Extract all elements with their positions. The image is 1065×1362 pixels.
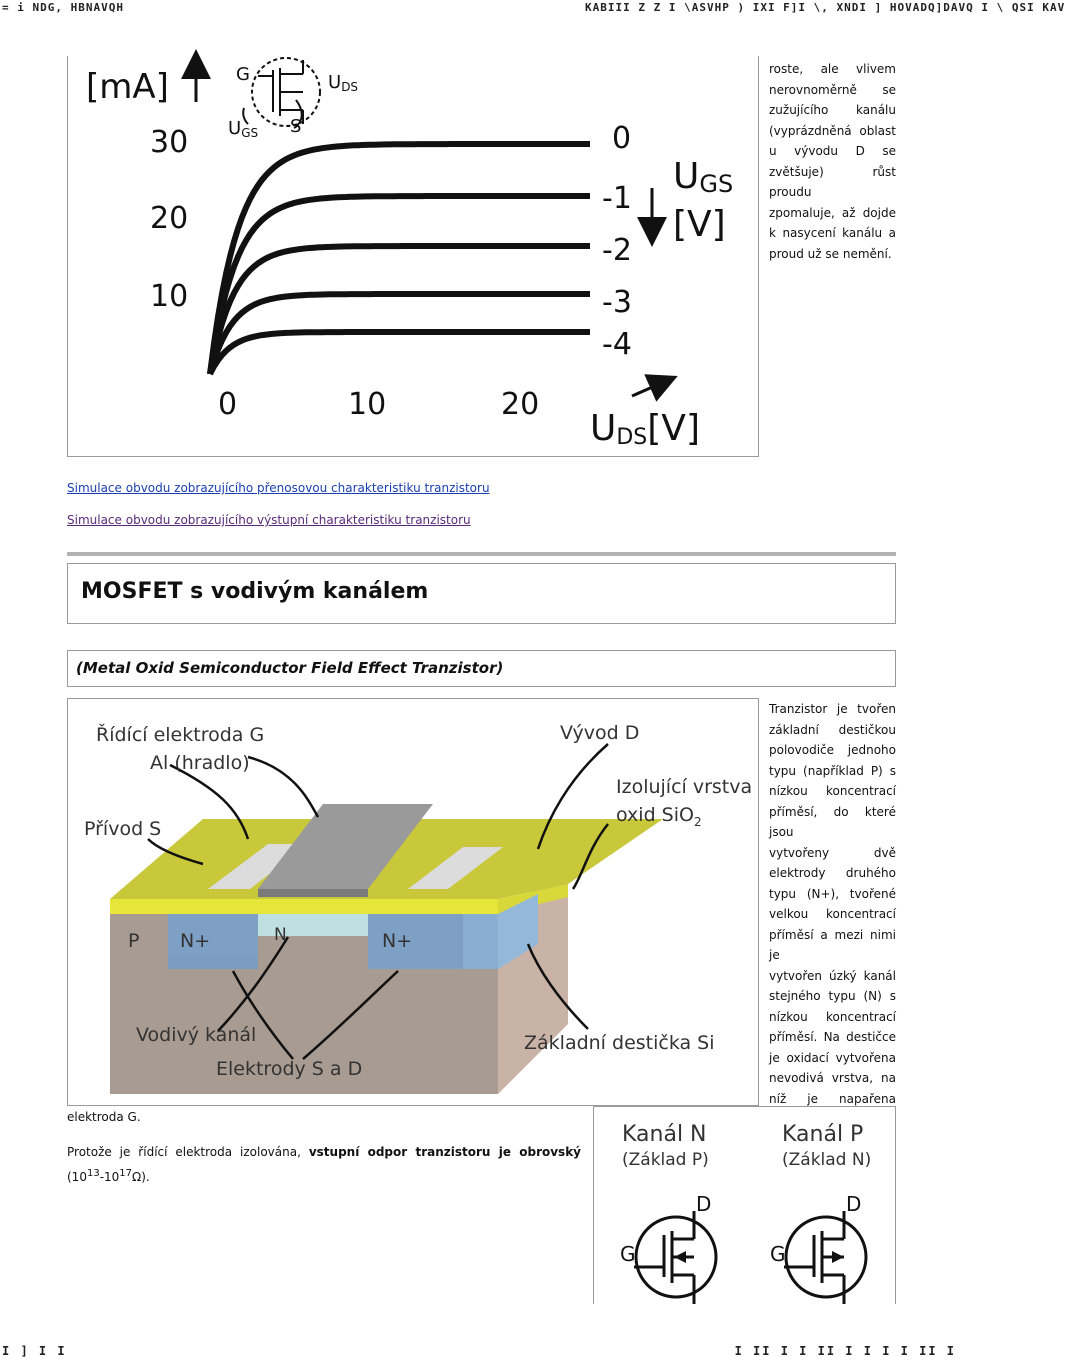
characteristic-curve <box>210 196 590 374</box>
link-transfer-characteristic[interactable]: Simulace obvodu zobrazujícího přenosovou charakteristiku tranzistoru <box>67 481 490 495</box>
label-electrodes: Elektrody S a D <box>216 1058 363 1080</box>
symbol-uds-label: U <box>328 72 342 93</box>
link-output-characteristic[interactable]: Simulace obvodu zobrazujícího výstupní charakteristiku tranzistoru <box>67 513 471 527</box>
section-divider <box>67 552 896 556</box>
p-channel-sub: (Základ N) <box>782 1150 872 1170</box>
ugs-label-main: U <box>673 156 700 197</box>
x-label-unit: [V] <box>647 408 700 449</box>
section-title: MOSFET s vodivým kanálem <box>81 579 429 604</box>
p-symbol-d: D <box>846 1192 862 1216</box>
label-source: Přívod S <box>84 818 162 840</box>
section-subtitle-box <box>67 650 896 687</box>
n-channel-title: Kanál N <box>622 1122 707 1147</box>
para2-exp2: 17 <box>119 1168 133 1179</box>
ugs-unit: [V] <box>673 204 726 245</box>
input-resistance-paragraph <box>67 1141 581 1188</box>
ugs-label-sub: GS <box>699 170 734 198</box>
curve-label-2: -2 <box>602 233 632 268</box>
svg-text:oxid SiO2 <box>616 804 702 829</box>
label-gate-al: Al (hradlo) <box>150 752 250 774</box>
x-tick-10: 10 <box>348 387 387 422</box>
label-n-channel: N <box>274 925 287 945</box>
para2-post2: Ω). <box>132 1170 150 1184</box>
mosfet-structure-diagram <box>68 699 758 1105</box>
x-label-main: U <box>590 408 617 449</box>
para2-bold: vstupní odpor tranzistoru je obrovský <box>308 1145 582 1159</box>
svg-text:UGS <box>673 156 733 198</box>
label-gate: Řídící elektroda G <box>96 724 265 746</box>
symbol-ugs-label: U <box>228 118 242 139</box>
x-axis-arrow <box>632 382 664 396</box>
para2-pre: Protože je řídící elektroda izolována, <box>67 1145 309 1159</box>
p-symbol-g: G <box>770 1242 786 1266</box>
symbol-ugs-sub: GS <box>241 126 259 140</box>
mosfet-symbol-small <box>243 58 320 128</box>
x-tick-20: 20 <box>501 387 540 422</box>
label-p: P <box>128 930 140 952</box>
label-insulating-layer: Izolující vrstva <box>616 776 753 798</box>
y-unit-label: [mA] <box>86 67 169 107</box>
para2-post1: (10 <box>67 1170 87 1184</box>
section-title-box <box>67 563 896 624</box>
header-right: KABIII Z Z I \ASVHP ) IXI F]I \, XNDI ] HOVADQ]DAVQ I \ QSI KAV <box>585 1 1065 14</box>
para2-exp1: 13 <box>86 1168 100 1179</box>
n-channel-symbol <box>634 1211 716 1304</box>
svg-text:UGS <box>228 118 258 140</box>
side-text-2: Tranzistor je tvořen základní destičkou polovodiče jednoho typu (například P) s nízkou koncentrací příměsí, do které jsou vytvořeny dvě elektrody druhého typu (N+), tvořené velkou koncentrací příměsí a mezi nimi je vytvořen úzký kanál stejného typu (N) s nízkou koncentrací příměsí. Na destičce je oxidací vytvořena nevodivá vrstva, na níž je napařena <box>769 702 896 1106</box>
label-conductive-channel: Vodivý kanál <box>136 1024 257 1046</box>
y-tick-30: 30 <box>150 125 189 160</box>
p-channel-symbol <box>784 1211 866 1304</box>
symbol-s-label: S <box>290 116 302 137</box>
label-n-plus-drain: N+ <box>382 930 413 952</box>
n-symbol-g: G <box>620 1242 636 1266</box>
curves-group <box>210 144 590 374</box>
y-tick-10: 10 <box>150 279 189 314</box>
x-label-sub: DS <box>616 425 648 450</box>
footer-right: I II I I II I I I I II I <box>734 1344 956 1358</box>
mosfet-structure-figure <box>67 698 759 1106</box>
output-characteristic-chart <box>68 56 758 456</box>
mosfet-symbols <box>594 1107 895 1304</box>
continuation-text: elektroda G. <box>67 1110 141 1124</box>
x-tick-0: 0 <box>218 387 238 422</box>
n-symbol-d: D <box>696 1192 712 1216</box>
section-subtitle: (Metal Oxid Semiconductor Field Effect Tranzistor) <box>76 659 504 677</box>
mosfet-symbols-figure <box>593 1106 896 1304</box>
curve-label-3: -3 <box>602 285 632 320</box>
symbol-g-label: G <box>236 64 250 85</box>
curve-label-4: -4 <box>602 327 632 362</box>
symbol-uds-sub: DS <box>341 80 359 94</box>
curve-label-0: 0 <box>612 121 632 156</box>
label-oxide-sub: 2 <box>693 815 702 829</box>
n-channel-sub: (Základ P) <box>622 1150 709 1170</box>
label-substrate: Základní destička Si <box>524 1032 715 1054</box>
output-characteristic-figure <box>67 56 759 457</box>
curve-label-1: -1 <box>602 181 632 216</box>
side-text-1: roste, ale vlivem nerovnoměrně se zužujícího kanálu (vyprázdněná oblast u vývodu D se zvětšuje) růst proudu zpomaluje, až dojde k nasycení kanálu a proud už se nemění. <box>769 62 896 261</box>
footer-left: I ] I I <box>2 1344 67 1358</box>
label-drain: Vývod D <box>560 722 640 744</box>
y-tick-20: 20 <box>150 201 189 236</box>
characteristic-curve <box>210 246 590 374</box>
svg-text:UDS <box>328 72 358 94</box>
svg-text:UDS[V] <box>590 408 700 450</box>
header-left: = i NDG, HBNAVQH <box>2 1 124 14</box>
label-n-plus-source: N+ <box>180 930 211 952</box>
characteristic-curve <box>210 332 590 374</box>
para2-mid: -10 <box>99 1170 120 1184</box>
label-oxide: oxid SiO <box>616 804 694 826</box>
p-channel-title: Kanál P <box>782 1122 864 1147</box>
